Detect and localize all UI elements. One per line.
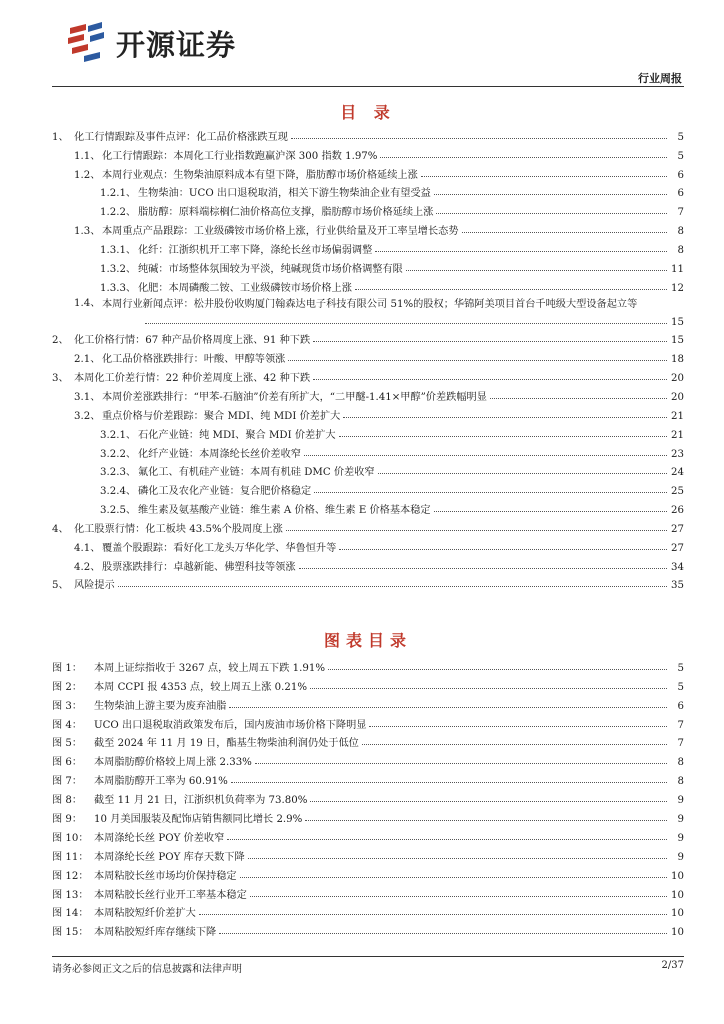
toc-entry[interactable] xyxy=(52,554,684,573)
entry-title: 化工价格行情：67 种产品价格周度上涨、91 种下跌 xyxy=(74,335,311,347)
entry-page-number: 9 xyxy=(677,851,684,863)
entry-title: 截至 11 月 21 日，江浙织机负荷率为 73.80% xyxy=(94,795,308,807)
entry-title: 化工股票行情：化工板块 43.5%个股周度上涨 xyxy=(74,523,283,535)
leader-dots xyxy=(339,436,667,437)
leader-dots xyxy=(229,707,667,708)
leader-dots xyxy=(145,323,667,324)
header-divider xyxy=(52,86,684,87)
figure-entry[interactable] xyxy=(52,768,684,787)
entry-page-number: 6 xyxy=(677,169,684,181)
entry-number: 5、 xyxy=(52,580,69,592)
entry-page-number: 5 xyxy=(677,150,684,162)
entry-number: 1.2、 xyxy=(74,169,101,181)
entry-title: 本周 CCPI 报 4353 点，较上周五上涨 0.21% xyxy=(94,681,308,693)
entry-number: 3.2.5、 xyxy=(100,505,137,517)
entry-title: 本周脂肪醇开工率为 60.91% xyxy=(94,776,228,788)
leader-dots xyxy=(380,157,667,158)
entry-page-number: 35 xyxy=(671,580,684,592)
toc-entry[interactable] xyxy=(52,275,684,294)
leader-dots xyxy=(227,839,667,840)
entry-title: 脂肪醇：原料端棕榈仁油价格高位支撑，脂肪醇市场价格延续上涨 xyxy=(138,207,434,219)
entry-title: UCO 出口退税取消政策发布后，国内废油市场价格下降明显 xyxy=(94,719,367,731)
page-footer xyxy=(52,960,684,975)
leader-dots xyxy=(434,194,667,195)
leader-dots xyxy=(291,138,667,139)
toc-entry[interactable] xyxy=(52,573,684,592)
entry-number: 图 12： xyxy=(52,870,89,882)
toc-entry[interactable] xyxy=(52,346,684,365)
leader-dots xyxy=(286,530,667,531)
figure-entry[interactable] xyxy=(52,655,684,674)
toc-entry[interactable] xyxy=(52,460,684,479)
toc-entry[interactable] xyxy=(52,365,684,384)
entry-title: 生物柴油上游主要为废弃油脂 xyxy=(94,700,227,712)
entry-title: 本周脂肪醇价格较上周上涨 2.33% xyxy=(94,757,252,769)
entry-title: 风险提示 xyxy=(74,580,115,592)
leader-dots xyxy=(219,933,667,934)
entry-number: 1.2.1、 xyxy=(100,188,137,200)
leader-dots xyxy=(118,586,667,587)
entry-title: 本周上证综指收于 3267 点，较上周五下跌 1.91% xyxy=(94,662,326,674)
toc-entry[interactable] xyxy=(52,256,684,275)
entry-page-number: 18 xyxy=(671,354,684,366)
entry-number: 1.3.1、 xyxy=(100,244,137,256)
toc-entry[interactable] xyxy=(52,294,684,328)
entry-title: 本周涤纶长丝 POY 库存天数下降 xyxy=(94,851,245,863)
entry-page-number: 11 xyxy=(671,263,684,275)
entry-page-number: 15 xyxy=(671,316,684,328)
figures-title: 图表目录 xyxy=(323,631,412,650)
entry-number: 3.2.1、 xyxy=(100,429,137,441)
entry-page-number: 8 xyxy=(677,244,684,256)
footer-disclaimer: 请务必参阅正文之后的信息披露和法律声明 xyxy=(52,964,242,975)
leader-dots xyxy=(255,763,667,764)
entry-title: 10 月美国服装及配饰店销售额同比增长 2.9% xyxy=(94,814,303,826)
toc-entry[interactable] xyxy=(52,422,684,441)
leader-dots xyxy=(240,877,667,878)
entry-number: 图 7： xyxy=(52,776,83,788)
entry-number: 图 11： xyxy=(52,851,89,863)
entry-number: 图 1： xyxy=(52,662,83,674)
entry-title: 化纤产业链：本周涤纶长丝价差收窄 xyxy=(138,448,301,460)
entry-page-number: 8 xyxy=(677,226,684,238)
leader-dots xyxy=(436,213,667,214)
toc-entry[interactable] xyxy=(52,328,684,347)
leader-dots xyxy=(378,473,667,474)
entry-number: 2、 xyxy=(52,335,69,347)
entry-number: 图 14： xyxy=(52,908,89,920)
entry-number: 图 13： xyxy=(52,889,89,901)
entry-number: 图 10： xyxy=(52,832,89,844)
toc-entry[interactable] xyxy=(52,237,684,256)
figure-entry[interactable] xyxy=(52,731,684,750)
entry-page-number: 27 xyxy=(671,542,684,554)
toc-entry[interactable] xyxy=(52,441,684,460)
logo-mark-icon xyxy=(64,20,108,66)
entry-title: 化工品价格涨跌排行：叶酸、甲醇等领涨 xyxy=(102,354,286,366)
toc-entry[interactable] xyxy=(52,143,684,162)
toc-entry[interactable] xyxy=(52,218,684,237)
figure-entry[interactable] xyxy=(52,844,684,863)
entry-page-number: 9 xyxy=(677,832,684,844)
entry-page-number: 10 xyxy=(671,889,684,901)
entry-title: 生物柴油：UCO 出口退税取消，相关下游生物柴油企业有望受益 xyxy=(138,188,431,200)
toc-entry[interactable] xyxy=(52,181,684,200)
toc-entry[interactable] xyxy=(52,497,684,516)
entry-title: 本周粘胶长丝行业开工率基本稳定 xyxy=(94,889,247,901)
toc-entry[interactable] xyxy=(52,384,684,403)
entry-number: 1.3、 xyxy=(74,226,101,238)
entry-number: 4.2、 xyxy=(74,561,101,573)
entry-page-number: 5 xyxy=(677,681,684,693)
leader-dots xyxy=(328,669,667,670)
entry-number: 图 15： xyxy=(52,927,89,939)
leader-dots xyxy=(250,896,667,897)
entry-title: 本周粘胶长丝市场均价保持稳定 xyxy=(94,870,237,882)
entry-title: 本周涤纶长丝 POY 价差收窄 xyxy=(94,832,225,844)
leader-dots xyxy=(305,820,667,821)
entry-title: 维生素及氨基酸产业链：维生素 A 价格、维生素 E 价格基本稳定 xyxy=(138,505,431,517)
entry-number: 4、 xyxy=(52,523,69,535)
entry-number: 图 9： xyxy=(52,814,83,826)
leader-dots xyxy=(314,492,667,493)
entry-title: 本周粘胶短纤价差扩大 xyxy=(94,908,196,920)
leader-dots xyxy=(304,455,667,456)
leader-dots xyxy=(434,511,667,512)
page-number: 2/37 xyxy=(661,960,684,971)
entry-title: 截至 2024 年 11 月 19 日，酯基生物柴油利润仍处于低位 xyxy=(94,738,359,750)
entry-title: 氟化工、有机硅产业链：本周有机硅 DMC 价差收窄 xyxy=(138,467,375,479)
toc-list xyxy=(52,124,684,591)
entry-title: 石化产业链：纯 MDI、聚合 MDI 价差扩大 xyxy=(138,429,336,441)
entry-number: 图 5： xyxy=(52,738,83,750)
entry-page-number: 7 xyxy=(677,738,684,750)
entry-title: 本周粘胶短纤库存继续下降 xyxy=(94,927,217,939)
entry-page-number: 6 xyxy=(677,700,684,712)
entry-number: 图 4： xyxy=(52,719,83,731)
entry-title: 本周化工价差行情：22 种价差周度上涨、42 种下跌 xyxy=(74,373,311,385)
entry-page-number: 10 xyxy=(671,908,684,920)
toc-entry[interactable] xyxy=(52,403,684,422)
entry-page-number: 10 xyxy=(671,927,684,939)
entry-number: 1.3.2、 xyxy=(100,263,137,275)
entry-page-number: 9 xyxy=(677,795,684,807)
toc-entry[interactable] xyxy=(52,535,684,554)
figures-list xyxy=(52,655,684,938)
figure-entry[interactable] xyxy=(52,787,684,806)
leader-dots xyxy=(288,360,667,361)
company-logo xyxy=(64,20,236,66)
leader-dots xyxy=(299,568,667,569)
entry-number: 1.1、 xyxy=(74,150,101,162)
entry-number: 1.3.3、 xyxy=(100,282,137,294)
entry-page-number: 9 xyxy=(677,814,684,826)
figure-entry[interactable] xyxy=(52,693,684,712)
entry-title: 本周重点产品跟踪：工业级磷铵市场价格上涨，行业供给量及开工率呈增长态势 xyxy=(102,226,459,238)
entry-page-number: 20 xyxy=(671,373,684,385)
entry-number: 1、 xyxy=(52,131,69,143)
entry-number: 3.2.2、 xyxy=(100,448,137,460)
entry-number: 图 3： xyxy=(52,700,83,712)
toc-entry[interactable] xyxy=(52,124,684,143)
entry-page-number: 21 xyxy=(671,410,684,422)
entry-number: 3.2、 xyxy=(74,410,101,422)
entry-page-number: 7 xyxy=(677,207,684,219)
leader-dots xyxy=(375,251,667,252)
entry-number: 2.1、 xyxy=(74,354,101,366)
leader-dots xyxy=(310,688,667,689)
leader-dots xyxy=(310,801,667,802)
leader-dots xyxy=(313,341,667,342)
entry-title: 化纤：江浙织机开工率下降，涤纶长丝市场偏弱调整 xyxy=(138,244,373,256)
entry-page-number: 26 xyxy=(671,505,684,517)
leader-dots xyxy=(362,744,667,745)
entry-page-number: 21 xyxy=(671,429,684,441)
entry-title: 本周价差涨跌排行：“甲苯-石脑油”价差有所扩大，“二甲醚-1.41×甲醇”价差跌幅明显 xyxy=(102,391,487,403)
entry-title: 股票涨跌排行：卓越新能、佛塑科技等领涨 xyxy=(102,561,296,573)
entry-title: 本周行业新闻点评：松井股份收购厦门翰森达电子科技有限公司 51%的股权；华锦阿美项目首台千吨级大型设备起立等 xyxy=(102,298,638,310)
entry-number: 3.2.3、 xyxy=(100,467,137,479)
entry-page-number: 27 xyxy=(671,523,684,535)
report-type-label: 行业周报 xyxy=(638,72,682,85)
entry-page-number: 5 xyxy=(677,131,684,143)
toc-entry[interactable] xyxy=(52,478,684,497)
entry-page-number: 10 xyxy=(671,870,684,882)
page-line xyxy=(52,317,684,328)
entry-number: 4.1、 xyxy=(74,542,101,554)
entry-page-number: 6 xyxy=(677,188,684,200)
entry-page-number: 8 xyxy=(677,776,684,788)
entry-number: 3.2.4、 xyxy=(100,486,137,498)
entry-number: 3.1、 xyxy=(74,391,101,403)
entry-page-number: 12 xyxy=(671,282,684,294)
leader-dots xyxy=(231,782,667,783)
entry-page-number: 34 xyxy=(671,561,684,573)
leader-dots xyxy=(313,379,667,380)
entry-title: 纯碱：市场整体氛围较为平淡，纯碱现货市场价格调整有限 xyxy=(138,263,403,275)
toc-entry[interactable] xyxy=(52,162,684,181)
toc-entry[interactable] xyxy=(52,516,684,535)
leader-dots xyxy=(248,858,667,859)
figure-entry[interactable] xyxy=(52,919,684,938)
entry-number: 图 6： xyxy=(52,757,83,769)
figure-entry[interactable] xyxy=(52,825,684,844)
entry-title: 化肥：本周磷酸二铵、工业级磷铵市场价格上涨 xyxy=(138,282,352,294)
entry-page-number: 8 xyxy=(677,757,684,769)
figure-entry[interactable] xyxy=(52,749,684,768)
entry-page-number: 25 xyxy=(671,486,684,498)
leader-dots xyxy=(355,289,667,290)
entry-number: 图 8： xyxy=(52,795,83,807)
figure-entry[interactable] xyxy=(52,712,684,731)
leader-dots xyxy=(339,549,667,550)
entry-number: 图 2： xyxy=(52,681,83,693)
entry-page-number: 7 xyxy=(677,719,684,731)
entry-page-number: 24 xyxy=(671,467,684,479)
entry-number: 1.4、 xyxy=(74,297,101,309)
company-name: 开源证券 xyxy=(116,27,237,62)
page-header xyxy=(52,18,684,88)
leader-dots xyxy=(421,176,667,177)
entry-page-number: 15 xyxy=(671,335,684,347)
leader-dots xyxy=(406,270,667,271)
entry-page-number: 20 xyxy=(671,391,684,403)
entry-number: 3、 xyxy=(52,373,69,385)
entry-title: 本周行业观点：生物柴油原料成本有望下降，脂肪醇市场价格延续上涨 xyxy=(102,169,418,181)
leader-dots xyxy=(369,726,667,727)
entry-title: 覆盖个股跟踪：看好化工龙头万华化学、华鲁恒升等 xyxy=(102,542,337,554)
leader-dots xyxy=(490,398,667,399)
entry-title: 化工行情跟踪及事件点评：化工品价格涨跌互现 xyxy=(74,131,288,143)
leader-dots xyxy=(199,914,667,915)
entry-title: 重点价格与价差跟踪：聚合 MDI、纯 MDI 价差扩大 xyxy=(102,410,341,422)
figure-entry[interactable] xyxy=(52,806,684,825)
figure-entry[interactable] xyxy=(52,882,684,901)
leader-dots xyxy=(343,417,667,418)
footer-divider xyxy=(52,956,684,957)
toc-entry[interactable] xyxy=(52,199,684,218)
figure-entry[interactable] xyxy=(52,674,684,693)
leader-dots xyxy=(462,232,667,233)
entry-number: 1.2.2、 xyxy=(100,207,137,219)
entry-page-number: 5 xyxy=(677,662,684,674)
entry-page-number: 23 xyxy=(671,448,684,460)
entry-title: 化工行情跟踪：本周化工行业指数跑赢沪深 300 指数 1.97% xyxy=(102,150,378,162)
figure-entry[interactable] xyxy=(52,901,684,920)
entry-title: 磷化工及农化产业链：复合肥价格稳定 xyxy=(138,486,312,498)
toc-title: 目 录 xyxy=(340,103,396,122)
figure-entry[interactable] xyxy=(52,863,684,882)
